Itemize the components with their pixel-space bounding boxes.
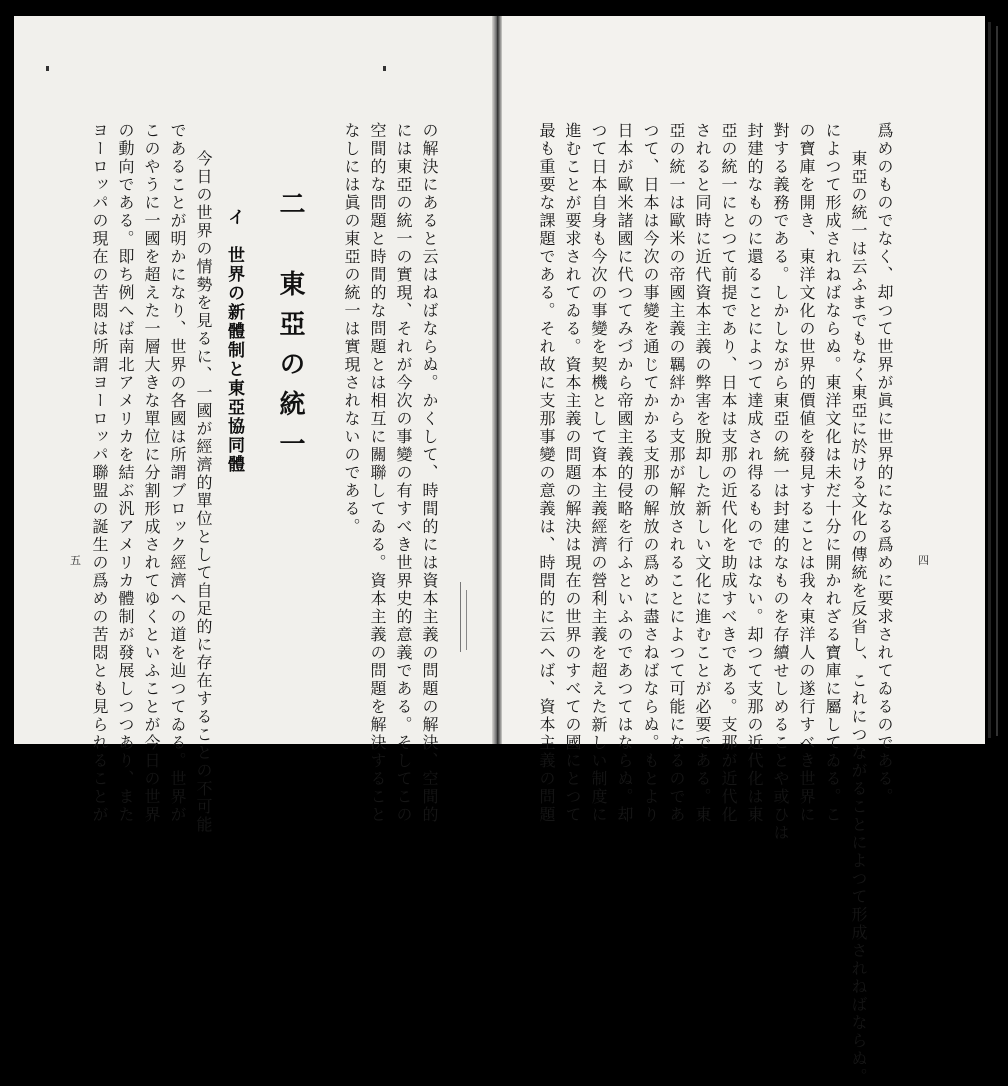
right-line-12: つて日本自身も今次の事變を契機として資本主義經濟の營利主義を超えた新しい制度に bbox=[589, 122, 608, 824]
right-line-11: 日本が歐米諸國に代つてみづから帝國主義的侵略を行ふといふのであつてはならぬ。却 bbox=[615, 122, 634, 824]
right-line-8: されると同時に近代資本主義の弊害を脫却した新しい文化に進むことが必要である。東 bbox=[693, 122, 712, 824]
page-number-right: 四 bbox=[918, 554, 929, 567]
right-line-5: 對する義務である。しかしながら東亞の統一は封建的なものを存續せしめることや或ひは bbox=[771, 122, 790, 842]
page-number-left: 五 bbox=[70, 554, 81, 567]
right-line-3: によつて形成されねばならぬ。東洋文化は未だ十分に開かれざる寶庫に屬してゐる。こ bbox=[823, 122, 842, 824]
right-line-13: 進むことが要求されてゐる。資本主義の問題の解決は現在の世界のすべての國にとつて bbox=[563, 122, 582, 824]
page-edge bbox=[996, 26, 998, 736]
left-line-9: ヨーロッパの現在の苦悶は所謂ヨーロッパ聯盟の誕生の爲めの苦悶とも見られることが bbox=[90, 122, 109, 824]
book-gutter bbox=[492, 16, 502, 744]
right-line-6: 封建的なものに還ることによつて達成され得るものではない。却つて支那の近代化は東 bbox=[745, 122, 764, 824]
margin-mark bbox=[460, 582, 461, 652]
left-line-1: の解決にあると云はねばならぬ。かくして、時間的には資本主義の問題の解決、空間的 bbox=[420, 122, 439, 824]
section-title: 二 東亞の統一 bbox=[275, 190, 305, 470]
left-line-3: 空間的な問題と時間的な問題とは相互に關聯してゐる。資本主義の問題を解決すること bbox=[368, 122, 387, 824]
right-line-10: つて、日本は今次の事變を通じてかかる支那の解放の爲めに盡さねばならぬ。もとより bbox=[641, 122, 660, 824]
right-line-2: 東亞の統一は云ふまでもなく東亞に於ける文化の傳統を反省し、これにつながることによつて形成されねばならぬ。 bbox=[849, 132, 868, 1086]
left-line-2: には東亞の統一の實現、それが今次の事變の有すべき世界史的意義である。そしてこの bbox=[394, 122, 413, 824]
left-line-4: なしには眞の東亞の統一は實現されないのである。 bbox=[342, 122, 361, 536]
ink-speck bbox=[46, 66, 49, 71]
right-line-1: 爲めのものでなく、却つて世界が眞に世界的になる爲めに要求されてゐるのである。 bbox=[875, 122, 894, 806]
right-line-14: 最も重要な課題である。それ故に支那事變の意義は、時間的に云へば、資本主義の問題 bbox=[537, 122, 556, 824]
right-line-4: の寶庫を開き、東洋文化の世界的價値を發見することは我々東洋人の遂行すべき世界に bbox=[797, 122, 816, 824]
left-line-7: このやうに一國を超えた一層大きな單位に分割形成されてゆくといふことが今日の世界 bbox=[142, 122, 161, 824]
margin-mark bbox=[466, 590, 467, 650]
page-edge bbox=[988, 22, 991, 738]
ink-speck bbox=[383, 66, 386, 71]
left-line-5: 今日の世界の情勢を見るに、一國が經濟的單位として自足的に存在することの不可能 bbox=[194, 132, 213, 834]
right-line-9: 亞の統一は歐米の帝國主義の羈絆から支那が解放されることによつて可能になるのであ bbox=[667, 122, 686, 824]
left-line-6: であることが明かになり、世界の各國は所謂ブロック經濟への道を辿つてゐる。世界が bbox=[168, 122, 187, 824]
left-line-8: の動向である。即ち例へば南北アメリカを結ぶ汎アメリカ體制が發展しつつあり、また bbox=[116, 122, 135, 824]
subsection-title: イ 世界の新體制と東亞協同體 bbox=[224, 208, 244, 474]
right-line-7: 亞の統一にとつて前提であり、日本は支那の近代化を助成すべきである。支那が近代化 bbox=[719, 122, 738, 824]
